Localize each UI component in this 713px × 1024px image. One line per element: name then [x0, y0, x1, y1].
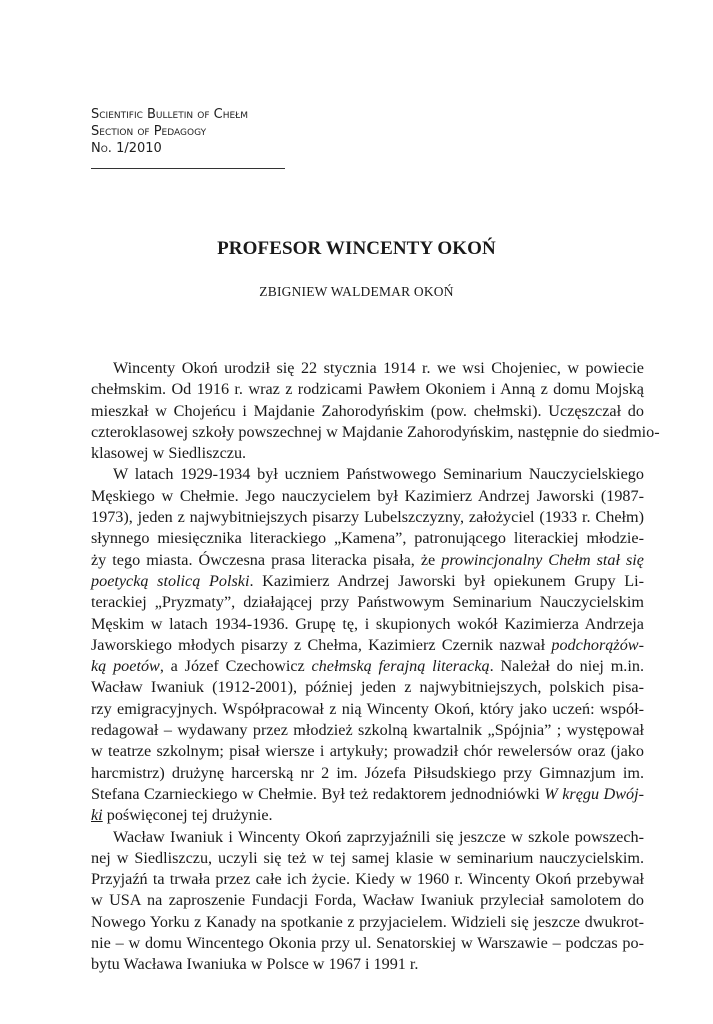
text-line: nej w Siedliszczu, uczyli się też w tej samej klasie w seminarium nauczycielskim. — [91, 848, 644, 867]
text-line: słynnego miesięcznika literackiego „Kamena”, patronującego literackiej młodzie- — [91, 529, 644, 548]
text-line: harcmistrz) drużynę harcerską nr 2 im. Józefa Piłsudskiego przy Gimnazjum im. — [91, 763, 644, 782]
text-line: nie – w domu Wincentego Okonia przy ul. Senatorskiej w Warszawie – podczas po- — [91, 934, 644, 953]
paragraph-2 — [91, 464, 644, 826]
journal-header — [91, 106, 248, 157]
text-line: Przyjaźń ta trwała przez całe ich życie. Kiedy w 1960 r. Wincenty Okoń przebywał — [91, 870, 644, 889]
text-line: ki poświęconej tej drużynie. — [91, 806, 273, 825]
journal-name: Scientific Bulletin of Chełm — [91, 107, 248, 122]
text-line: ką poetów, a Józef Czechowicz chełmską ferajną literacką. Należał do niej m.in. — [91, 657, 644, 676]
paragraph-3 — [91, 827, 644, 976]
paragraph-1 — [91, 358, 660, 464]
journal-issue: No. 1/2010 — [91, 141, 162, 156]
text-line: czteroklasowej szkoły powszechnej w Majdanie Zahorodyńskim, następnie do siedmio- — [91, 422, 660, 441]
text-line: w teatrze szkolnym; pisał wiersze i artykuły; prowadził chór rewelersów oraz (jako — [91, 742, 644, 761]
journal-section: Section of Pedagogy — [91, 124, 207, 139]
header-divider — [91, 168, 285, 169]
text-line: poetycką stolicą Polski. Kazimierz Andrzej Jaworski był opiekunem Grupy Li- — [91, 571, 644, 590]
text-line: klasowej w Siedliszczu. — [91, 444, 247, 463]
text-line: Jaworskiego młodych pisarzy z Chełma, Kazimierz Czernik nazwał podchorążów- — [91, 635, 644, 654]
text-line: Męskim w latach 1934-1936. Grupę tę, i skupionych wokół Kazimierza Andrzeja — [91, 614, 644, 633]
article-title: PROFESOR WINCENTY OKOŃ — [217, 238, 496, 259]
text-line: w USA na zaproszenie Fundacji Forda, Wacław Iwaniuk przyleciał samolotem do — [91, 891, 644, 910]
text-line: W latach 1929-1934 był uczniem Państwowego Seminarium Nauczycielskiego — [113, 465, 644, 484]
text-line: Wacław Iwaniuk (1912-2001), później jeden z najwybitniejszych, polskich pisa- — [91, 678, 644, 697]
text-line: 1973), jeden z najwybitniejszych pisarzy Lubelszczyzny, założyciel (1933 r. Chełm) — [91, 508, 644, 527]
text-line: chełmskim. Od 1916 r. wraz z rodzicami Pawłem Okoniem i Anną z domu Mojską — [91, 380, 644, 399]
text-line: Wincenty Okoń urodził się 22 stycznia 1914 r. we wsi Chojeniec, w powiecie — [113, 359, 644, 377]
text-line: Wacław Iwaniuk i Wincenty Okoń zaprzyjaźnili się jeszcze w szkole powszech- — [113, 827, 644, 846]
text-line: ży tego miasta. Ówczesna prasa literacka pisała, że prowincjonalny Chełm stał się — [91, 550, 644, 569]
text-line: Męskiego w Chełmie. Jego nauczycielem był Kazimierz Andrzej Jaworski (1987- — [91, 486, 644, 505]
text-line: Nowego Yorku z Kanady na spotkanie z przyjacielem. Widzieli się jeszcze dwukrot- — [91, 912, 644, 931]
text-line: rzy emigracyjnych. Współpracował z nią Wincenty Okoń, który jako uczeń: współ- — [91, 699, 644, 718]
text-line: bytu Wacława Iwaniuka w Polsce w 1967 i 1991 r. — [91, 955, 419, 974]
text-line: terackiej „Pryzmaty”, działającej przy Państwowym Seminarium Nauczycielskim — [91, 593, 644, 612]
article-body — [91, 358, 660, 976]
text-line: redagował – wydawany przez młodzież szkolną kwartalnik „Spójnia” ; występował — [91, 721, 644, 740]
text-line: Stefana Czarnieckiego w Chełmie. Był też redaktorem jednodniówki W kręgu Dwój- — [91, 784, 644, 803]
text-line: mieszkał w Chojeńcu i Majdanie Zahorodyńskim (pow. chełmski). Uczęszczał do — [91, 401, 644, 420]
article-author: ZBIGNIEW WALDEMAR OKOŃ — [259, 284, 454, 299]
